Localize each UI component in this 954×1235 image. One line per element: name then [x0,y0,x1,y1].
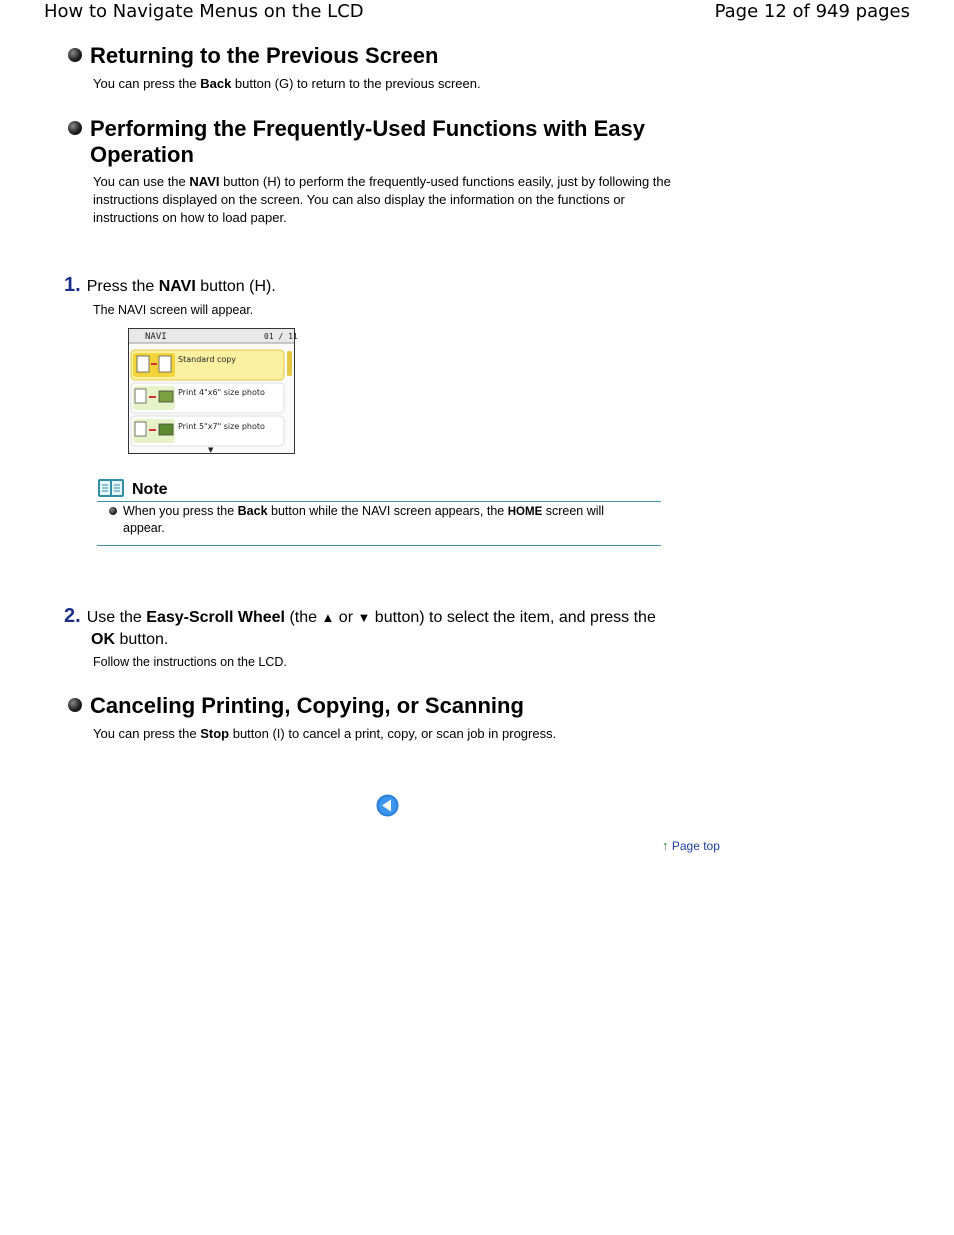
heading-frequently-used: Performing the Frequently-Used Functions with Easy Operation [68,116,645,168]
up-arrow-icon: ▲ [321,610,335,625]
navi-screen-image [128,328,298,454]
page-top-link[interactable]: ↑ Page top [662,838,720,853]
paragraph-navi: You can use the NAVI button (H) to perform the frequently-used functions easily, just by following the instructions displayed on the screen. You can also display the information on the functions or instructions on how to load paper. [93,174,671,225]
bullet-icon [68,48,82,62]
up-arrow-icon: ↑ [662,838,669,853]
document-title: How to Navigate Menus on the LCD [44,1,364,22]
heading-canceling: Canceling Printing, Copying, or Scanning [68,693,524,719]
back-arrow-icon[interactable] [376,794,399,822]
bullet-icon [68,121,82,135]
lcd-item-3: Print 5"x7" size photo [178,422,265,431]
step-1-subtext: The NAVI screen will appear. [93,303,254,317]
down-arrow-icon: ▼ [357,610,371,625]
note-text: When you press the Back button while the NAVI screen appears, the HOME screen will appear. [97,503,661,546]
heading-returning: Returning to the Previous Screen [68,43,438,69]
paragraph-back-button: You can press the Back button (G) to return to the previous screen. [93,76,481,91]
step-2: 2. Use the Easy-Scroll Wheel (the ▲ or ▼ button) to select the item, and press the OK button. [64,605,656,648]
lcd-scroll-arrow: ▼ [208,446,214,454]
lcd-item-2: Print 4"x6" size photo [178,388,265,397]
paragraph-stop-button: You can press the Stop button (I) to cancel a print, copy, or scan job in progress. [93,726,557,741]
note-book-icon [97,477,125,499]
lcd-item-1: Standard copy [178,355,237,364]
step-2-subtext: Follow the instructions on the LCD. [93,655,287,669]
lcd-title: NAVI [145,332,167,342]
note-bullet-icon [109,507,117,515]
lcd-page: 01 / 11 [264,332,298,341]
bullet-icon [68,698,82,712]
note-label: Note [132,481,168,498]
page-counter: Page 12 of 949 pages [714,1,910,22]
step-1: 1. Press the NAVI button (H). [64,274,276,296]
